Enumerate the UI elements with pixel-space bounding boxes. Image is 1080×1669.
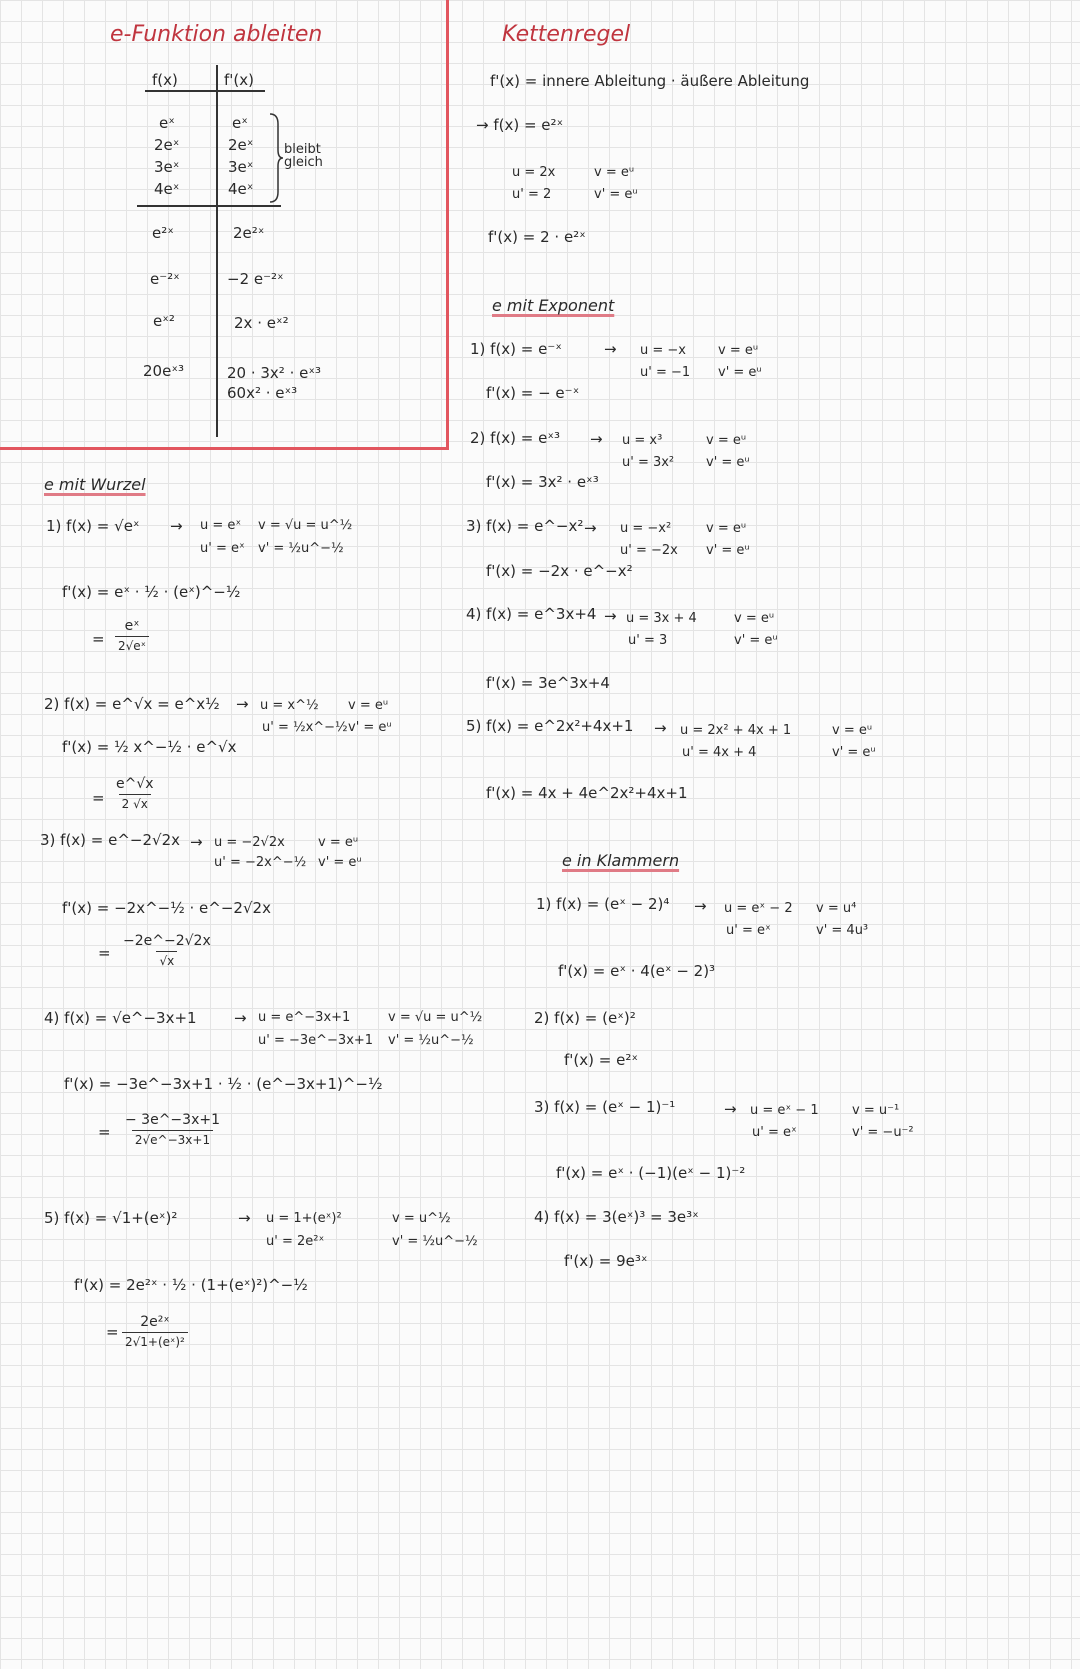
wurzel-ex5-f: 5) f(x) = √1+(eˣ)² [44, 1209, 178, 1227]
exp-ex5-vp: v' = eᵘ [832, 745, 876, 760]
exp-ex1-v: v = eᵘ [718, 343, 759, 358]
wurzel-ex3-u: u = −2√2x [214, 835, 285, 850]
kl-ex1-u: u = eˣ − 2 [724, 901, 793, 916]
table-row-fp-1: eˣ [232, 114, 248, 132]
wurzel-ex5-arrow: → [238, 1209, 251, 1227]
exp-ex1-vp: v' = eᵘ [718, 365, 762, 380]
table2-row-f-3: eˣ² [153, 312, 175, 330]
wurzel-ex2-den: 2 √x [119, 794, 151, 811]
kette-deriv: f'(x) = 2 · e²ˣ [488, 228, 586, 246]
kette-vp: v' = eᵘ [594, 187, 638, 202]
kl-ex3-u: u = eˣ − 1 [750, 1103, 819, 1118]
exp-ex2-deriv: f'(x) = 3x² · eˣ³ [486, 473, 599, 491]
wurzel-ex2-eq: = [92, 789, 105, 807]
wurzel-header: e mit Wurzel [44, 475, 146, 494]
table-row-f-3: 3eˣ [154, 158, 180, 176]
table2-row-fp-3: 2x · eˣ² [234, 314, 289, 332]
table-header-underline [145, 90, 265, 92]
kl-ex3-v: v = u⁻¹ [852, 1103, 900, 1118]
wurzel-ex5-up: u' = 2e²ˣ [266, 1234, 325, 1249]
wurzel-ex1-num: eˣ [124, 618, 140, 634]
wurzel-ex1-arrow: → [170, 517, 183, 535]
wurzel-ex3-arrow: → [190, 833, 203, 851]
kl-ex2-f: 2) f(x) = (eˣ)² [534, 1009, 636, 1027]
exp-ex4-arrow: → [604, 607, 617, 625]
wurzel-ex3-deriv: f'(x) = −2x^−½ · e^−2√2x [62, 899, 271, 917]
exp-ex3-up: u' = −2x [620, 543, 678, 558]
kl-ex1-arrow: → [694, 897, 707, 915]
wurzel-ex1-up: u' = eˣ [200, 541, 245, 556]
table2-row-fp-1: 2e²ˣ [233, 224, 265, 242]
brace-icon [268, 112, 284, 204]
wurzel-ex4-f: 4) f(x) = √e^−3x+1 [44, 1009, 197, 1027]
wurzel-ex5-fraction [122, 1314, 188, 1349]
kl-ex1-vp: v' = 4u³ [816, 923, 869, 938]
exp-ex5-arrow: → [654, 719, 667, 737]
wurzel-ex3-f: 3) f(x) = e^−2√2x [40, 831, 181, 849]
exp-ex2-arrow: → [590, 430, 603, 448]
wurzel-ex2-deriv: f'(x) = ½ x^−½ · e^√x [62, 738, 237, 756]
wurzel-ex3-den: √x [156, 951, 177, 968]
kette-title: Kettenregel [502, 22, 631, 47]
exp-ex4-up: u' = 3 [628, 633, 668, 648]
klammern-header: e in Klammern [562, 851, 680, 870]
kette-v: v = eᵘ [594, 165, 635, 180]
kl-ex1-up: u' = eˣ [726, 923, 771, 938]
wurzel-ex4-deriv: f'(x) = −3e^−3x+1 · ½ · (e^−3x+1)^−½ [64, 1075, 383, 1093]
wurzel-ex4-num: − 3e^−3x+1 [125, 1112, 220, 1128]
kl-ex3-deriv: f'(x) = eˣ · (−1)(eˣ − 1)⁻² [556, 1164, 746, 1182]
box-border-right [446, 0, 449, 450]
table2-extra: 60x² · eˣ³ [227, 384, 298, 402]
exp-ex2-u: u = x³ [622, 433, 663, 448]
bleibt-gleich-note: bleibt gleich [284, 142, 323, 170]
kl-ex1-v: v = u⁴ [816, 901, 857, 916]
wurzel-ex3-vp: v' = eᵘ [318, 855, 362, 870]
table2-row-fp-4: 20 · 3x² · eˣ³ [227, 364, 322, 382]
exp-ex4-u: u = 3x + 4 [626, 611, 697, 626]
table2-row-f-2: e⁻²ˣ [150, 270, 180, 288]
exp-ex4-f: 4) f(x) = e^3x+4 [466, 605, 597, 623]
exp-ex5-f: 5) f(x) = e^2x²+4x+1 [466, 717, 634, 735]
table2-row-fp-2: −2 e⁻²ˣ [227, 270, 284, 288]
table-row-fp-2: 2eˣ [228, 136, 254, 154]
exp-ex5-v: v = eᵘ [832, 723, 873, 738]
exp-ex4-vp: v' = eᵘ [734, 633, 778, 648]
exp-ex1-arrow: → [604, 340, 617, 358]
kl-ex3-vp: v' = −u⁻² [852, 1125, 914, 1140]
wurzel-ex5-num: 2e²ˣ [140, 1314, 170, 1330]
wurzel-ex5-eq: = [106, 1323, 119, 1341]
table-row-fp-4: 4eˣ [228, 180, 254, 198]
kl-ex1-f: 1) f(x) = (eˣ − 2)⁴ [536, 895, 670, 913]
table-row-f-2: 2eˣ [154, 136, 180, 154]
exp-ex5-u: u = 2x² + 4x + 1 [680, 723, 792, 738]
wurzel-ex5-vp: v' = ½u^−½ [392, 1234, 478, 1249]
wurzel-ex2-fraction [113, 776, 157, 811]
exp-ex3-arrow: → [584, 519, 597, 537]
wurzel-ex4-den: 2√e^−3x+1 [132, 1130, 213, 1147]
exp-ex2-v: v = eᵘ [706, 433, 747, 448]
wurzel-ex1-vp: v' = ½u^−½ [258, 541, 344, 556]
exp-ex3-v: v = eᵘ [706, 521, 747, 536]
wurzel-ex1-u: u = eˣ [200, 518, 242, 533]
exp-ex2-vp: v' = eᵘ [706, 455, 750, 470]
kl-ex1-deriv: f'(x) = eˣ · 4(eˣ − 2)³ [558, 962, 716, 980]
exp-ex2-up: u' = 3x² [622, 455, 675, 470]
wurzel-ex3-up: u' = −2x^−½ [214, 855, 307, 870]
exp-ex3-u: u = −x² [620, 521, 672, 536]
kl-ex3-f: 3) f(x) = (eˣ − 1)⁻¹ [534, 1098, 676, 1116]
wurzel-ex4-fraction [122, 1112, 223, 1147]
exp-ex1-f: 1) f(x) = e⁻ˣ [470, 340, 562, 358]
wurzel-ex2-num: e^√x [116, 776, 154, 792]
wurzel-ex1-f: 1) f(x) = √eˣ [46, 517, 140, 535]
wurzel-ex2-arrow: → [236, 695, 249, 713]
table-vertical-divider [216, 65, 218, 437]
exp-ex1-u: u = −x [640, 343, 686, 358]
wurzel-ex4-u: u = e^−3x+1 [258, 1010, 351, 1025]
table2-row-f-1: e²ˣ [152, 224, 174, 242]
table-row-f-1: eˣ [159, 114, 175, 132]
wurzel-ex5-u: u = 1+(eˣ)² [266, 1211, 342, 1226]
wurzel-ex3-v: v = eᵘ [318, 835, 359, 850]
wurzel-ex2-f: 2) f(x) = e^√x = e^x½ [44, 695, 220, 713]
wurzel-ex1-fraction [115, 618, 149, 653]
table-row-f-4: 4eˣ [154, 180, 180, 198]
exp-ex4-v: v = eᵘ [734, 611, 775, 626]
table-header-fp: f'(x) [224, 71, 254, 89]
exp-ex5-up: u' = 4x + 4 [682, 745, 757, 760]
wurzel-ex3-num: −2e^−2√2x [123, 933, 211, 949]
exp-ex5-deriv: f'(x) = 4x + 4e^2x²+4x+1 [486, 784, 688, 802]
table-header-f: f(x) [152, 71, 178, 89]
exp-ex1-up: u' = −1 [640, 365, 691, 380]
wurzel-ex4-vp: v' = ½u^−½ [388, 1033, 474, 1048]
wurzel-ex2-v: v = eᵘ [348, 698, 389, 713]
wurzel-ex3-eq: = [98, 944, 111, 962]
kette-rule: f'(x) = innere Ableitung · äußere Ableitung [490, 72, 810, 90]
table2-row-f-4: 20eˣ³ [143, 362, 184, 380]
kette-example: → f(x) = e²ˣ [476, 116, 564, 134]
wurzel-ex2-up: u' = ½x^−½ [262, 720, 348, 735]
kl-ex4-f: 4) f(x) = 3(eˣ)³ = 3e³ˣ [534, 1208, 699, 1226]
wurzel-ex1-deriv: f'(x) = eˣ · ½ · (eˣ)^−½ [62, 583, 241, 601]
kl-ex2-deriv: f'(x) = e²ˣ [564, 1051, 638, 1069]
wurzel-ex2-vp: v' = eᵘ [348, 720, 392, 735]
wurzel-ex5-den: 2√1+(eˣ)² [122, 1332, 188, 1349]
wurzel-ex1-eq: = [92, 630, 105, 648]
wurzel-ex2-u: u = x^½ [260, 698, 319, 713]
exponent-header: e mit Exponent [492, 296, 615, 315]
box-border-bottom [0, 447, 449, 450]
kette-u: u = 2x [512, 165, 556, 180]
exp-ex3-vp: v' = eᵘ [706, 543, 750, 558]
wurzel-ex4-eq: = [98, 1123, 111, 1141]
wurzel-ex5-deriv: f'(x) = 2e²ˣ · ½ · (1+(eˣ)²)^−½ [74, 1276, 308, 1294]
left-box-title: e-Funktion ableiten [110, 22, 323, 47]
kl-ex3-arrow: → [724, 1100, 737, 1118]
kette-up: u' = 2 [512, 187, 552, 202]
exp-ex1-deriv: f'(x) = − e⁻ˣ [486, 384, 580, 402]
exp-ex3-f: 3) f(x) = e^−x² [466, 517, 584, 535]
wurzel-ex4-up: u' = −3e^−3x+1 [258, 1033, 374, 1048]
wurzel-ex4-arrow: → [234, 1009, 247, 1027]
table-group-divider [137, 205, 281, 207]
wurzel-ex4-v: v = √u = u^½ [388, 1010, 483, 1025]
wurzel-ex5-v: v = u^½ [392, 1211, 451, 1226]
kl-ex4-deriv: f'(x) = 9e³ˣ [564, 1252, 648, 1270]
wurzel-ex3-fraction [120, 933, 214, 968]
exp-ex3-deriv: f'(x) = −2x · e^−x² [486, 562, 633, 580]
exp-ex2-f: 2) f(x) = eˣ³ [470, 429, 561, 447]
kl-ex3-up: u' = eˣ [752, 1125, 797, 1140]
exp-ex4-deriv: f'(x) = 3e^3x+4 [486, 674, 610, 692]
table-row-fp-3: 3eˣ [228, 158, 254, 176]
wurzel-ex1-den: 2√eˣ [115, 636, 149, 653]
wurzel-ex1-v: v = √u = u^½ [258, 518, 353, 533]
